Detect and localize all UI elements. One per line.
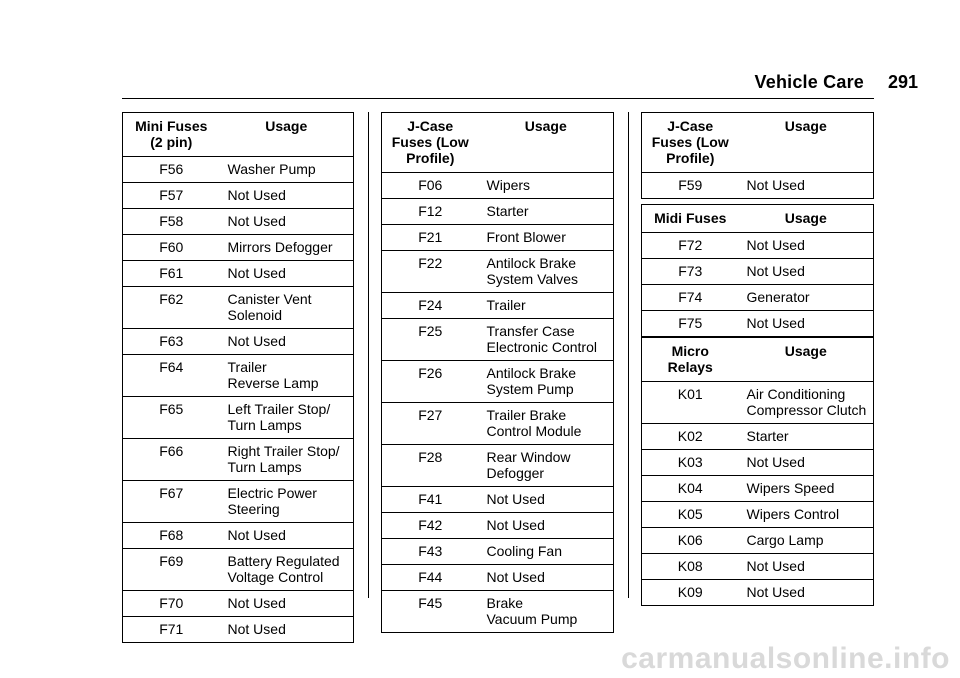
fuse-id: K01 — [642, 382, 739, 424]
fuse-id: F12 — [382, 199, 479, 225]
fuse-id: F25 — [382, 319, 479, 361]
table-row — [123, 591, 354, 617]
fuse-id: F64 — [123, 355, 220, 397]
fuse-usage: Wipers Speed — [739, 476, 874, 502]
table-header-row — [642, 205, 874, 233]
fuse-id: K02 — [642, 424, 739, 450]
mini-fuses-table — [122, 112, 354, 643]
column-header-usage: Usage — [739, 205, 874, 233]
fuse-id: K06 — [642, 528, 739, 554]
table-row — [123, 261, 354, 287]
fuse-usage: Not Used — [739, 259, 874, 285]
fuse-usage: Mirrors Defogger — [220, 235, 354, 261]
table-row — [642, 476, 874, 502]
table-row — [123, 523, 354, 549]
fuse-id: F62 — [123, 287, 220, 329]
fuse-usage: Not Used — [739, 311, 874, 337]
table-row — [382, 565, 614, 591]
table-row — [123, 397, 354, 439]
fuse-usage: Trailer Reverse Lamp — [220, 355, 354, 397]
fuse-id: K09 — [642, 580, 739, 606]
fuse-id: F74 — [642, 285, 739, 311]
column-header-usage: Usage — [739, 338, 874, 382]
fuse-id: F68 — [123, 523, 220, 549]
fuse-id: F67 — [123, 481, 220, 523]
table-row — [123, 183, 354, 209]
table-row — [642, 580, 874, 606]
fuse-usage: Trailer Brake Control Module — [479, 403, 614, 445]
fuse-usage: Starter — [739, 424, 874, 450]
fuse-usage: Left Trailer Stop/ Turn Lamps — [220, 397, 354, 439]
fuse-id: F57 — [123, 183, 220, 209]
fuse-id: F71 — [123, 617, 220, 643]
fuse-usage: Not Used — [479, 487, 614, 513]
table-row — [123, 287, 354, 329]
table-row — [123, 355, 354, 397]
column-header-usage: Usage — [220, 113, 354, 157]
fuse-id: F22 — [382, 251, 479, 293]
fuse-usage: Cargo Lamp — [739, 528, 874, 554]
table-header-row — [123, 113, 354, 157]
fuse-id: F58 — [123, 209, 220, 235]
table-row — [642, 424, 874, 450]
table-row — [642, 450, 874, 476]
fuse-id: F27 — [382, 403, 479, 445]
table-header-row — [642, 338, 874, 382]
jcase-fuses-table — [381, 112, 614, 633]
fuse-usage: Transfer Case Electronic Control — [479, 319, 614, 361]
table-row — [123, 329, 354, 355]
fuse-usage: Canister Vent Solenoid — [220, 287, 354, 329]
table-row — [642, 233, 874, 259]
fuse-usage: Cooling Fan — [479, 539, 614, 565]
page-number: 291 — [888, 72, 919, 92]
fuse-usage: Not Used — [739, 450, 874, 476]
table-header-row — [382, 113, 614, 173]
table-row — [123, 617, 354, 643]
fuse-usage: Wipers Control — [739, 502, 874, 528]
fuse-id: F41 — [382, 487, 479, 513]
fuse-id: K04 — [642, 476, 739, 502]
table-row — [382, 251, 614, 293]
fuse-usage: Washer Pump — [220, 157, 354, 183]
fuse-id: F06 — [382, 173, 479, 199]
table-row — [642, 528, 874, 554]
fuse-id: F63 — [123, 329, 220, 355]
fuse-usage: Not Used — [220, 329, 354, 355]
table-row — [382, 513, 614, 539]
fuse-usage: Trailer — [479, 293, 614, 319]
table-row — [123, 439, 354, 481]
fuse-id: F69 — [123, 549, 220, 591]
table-row — [123, 235, 354, 261]
fuse-usage: Not Used — [739, 554, 874, 580]
table-row — [642, 382, 874, 424]
fuse-id: F45 — [382, 591, 479, 633]
table-row — [382, 199, 614, 225]
fuse-id: F66 — [123, 439, 220, 481]
table-row — [642, 311, 874, 337]
column-header-fuse: J-Case Fuses (Low Profile) — [382, 113, 479, 173]
fuse-id: F42 — [382, 513, 479, 539]
fuse-id: F75 — [642, 311, 739, 337]
fuse-id: F70 — [123, 591, 220, 617]
table-row — [642, 259, 874, 285]
fuse-usage: Not Used — [479, 513, 614, 539]
table-row — [642, 554, 874, 580]
fuse-id: F24 — [382, 293, 479, 319]
table-row — [382, 591, 614, 633]
table-row — [382, 319, 614, 361]
fuse-usage: Antilock Brake System Valves — [479, 251, 614, 293]
fuse-usage: Electric Power Steering — [220, 481, 354, 523]
fuse-usage: Not Used — [220, 261, 354, 287]
fuse-usage: Right Trailer Stop/ Turn Lamps — [220, 439, 354, 481]
fuse-usage: Antilock Brake System Pump — [479, 361, 614, 403]
fuse-usage: Starter — [479, 199, 614, 225]
table-row — [382, 445, 614, 487]
fuse-id: F44 — [382, 565, 479, 591]
fuse-id: F56 — [123, 157, 220, 183]
table-header-row — [642, 113, 874, 173]
fuse-id: K08 — [642, 554, 739, 580]
fuse-id: F21 — [382, 225, 479, 251]
fuse-usage: Rear Window Defogger — [479, 445, 614, 487]
table-row — [123, 157, 354, 183]
fuse-id: F60 — [123, 235, 220, 261]
fuse-id: F72 — [642, 233, 739, 259]
column-header-fuse: Midi Fuses — [642, 205, 739, 233]
fuse-usage: Not Used — [220, 209, 354, 235]
fuse-usage: Not Used — [739, 173, 874, 199]
fuse-usage: Not Used — [739, 233, 874, 259]
micro-relays-table — [641, 337, 874, 606]
column-header-usage: Usage — [479, 113, 614, 173]
column-header-fuse: J-Case Fuses (Low Profile) — [642, 113, 739, 173]
fuse-usage: Not Used — [220, 591, 354, 617]
fuse-usage: Wipers — [479, 173, 614, 199]
fuse-id: F73 — [642, 259, 739, 285]
fuse-usage: Brake Vacuum Pump — [479, 591, 614, 633]
table-row — [642, 285, 874, 311]
fuse-id: K05 — [642, 502, 739, 528]
fuse-id: F59 — [642, 173, 739, 199]
table-row — [642, 502, 874, 528]
header-rule — [122, 98, 874, 99]
table-row — [382, 173, 614, 199]
fuse-id: F61 — [123, 261, 220, 287]
column-header-fuse: Mini Fuses (2 pin) — [123, 113, 220, 157]
fuse-usage: Not Used — [220, 523, 354, 549]
table-row — [382, 539, 614, 565]
table-row — [382, 293, 614, 319]
watermark: carmanualsonline.info — [621, 642, 950, 675]
table-row — [382, 487, 614, 513]
fuse-usage: Front Blower — [479, 225, 614, 251]
fuse-id: F65 — [123, 397, 220, 439]
fuse-id: F28 — [382, 445, 479, 487]
table-row — [123, 209, 354, 235]
fuse-id: K03 — [642, 450, 739, 476]
fuse-id: F26 — [382, 361, 479, 403]
table-row — [642, 173, 874, 199]
fuse-usage: Battery Regulated Voltage Control — [220, 549, 354, 591]
fuse-usage: Air Conditioning Compressor Clutch — [739, 382, 874, 424]
column-header-usage: Usage — [739, 113, 874, 173]
section-title: Vehicle Care — [754, 72, 864, 92]
fuse-usage: Not Used — [479, 565, 614, 591]
jcase-fuses-table-2 — [641, 112, 874, 199]
midi-fuses-table — [641, 204, 874, 337]
column-divider-left — [368, 112, 369, 598]
fuse-usage: Not Used — [220, 183, 354, 209]
table-row — [382, 403, 614, 445]
table-row — [123, 549, 354, 591]
fuse-usage: Not Used — [739, 580, 874, 606]
fuse-usage: Generator — [739, 285, 874, 311]
table-row — [123, 481, 354, 523]
fuse-id: F43 — [382, 539, 479, 565]
page-header — [0, 0, 960, 100]
column-divider-right — [628, 112, 629, 598]
column-header-fuse: Micro Relays — [642, 338, 739, 382]
table-row — [382, 225, 614, 251]
fuse-usage: Not Used — [220, 617, 354, 643]
table-row — [382, 361, 614, 403]
